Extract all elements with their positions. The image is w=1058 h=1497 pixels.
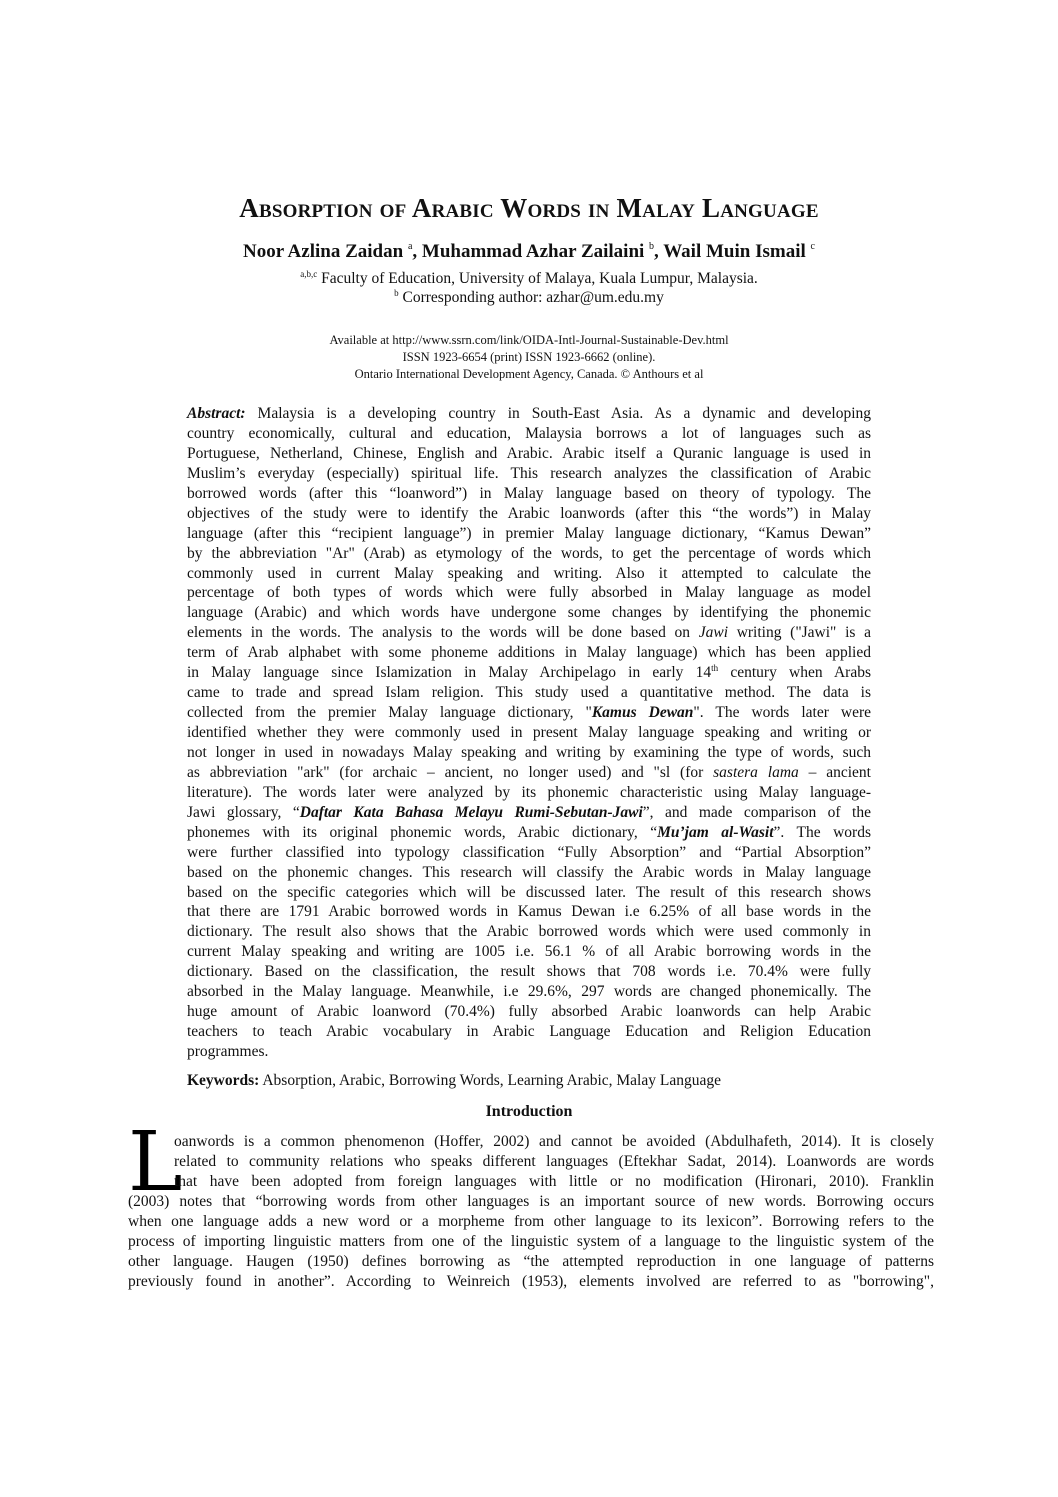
author-separator: , (654, 241, 664, 262)
introduction-line-text: other language. Haugen (1950) defines borrowing as “the attempted reproduction in one language of patterns (128, 1252, 934, 1270)
introduction-line (128, 1232, 934, 1252)
author-mark: b (649, 241, 655, 252)
abstract-line (187, 1042, 871, 1062)
abstract-line (187, 803, 871, 823)
abstract-line (187, 962, 871, 982)
introduction-line (128, 1152, 934, 1172)
publication-url: Available at http://www.ssrn.com/link/OIDA-Intl-Journal-Sustainable-Dev.html (329, 333, 729, 347)
abstract-line (187, 703, 871, 723)
abstract-line (187, 982, 871, 1002)
abstract-line-text: collected from the premier Malay language dictionary, "Kamus Dewan". The words later were (187, 704, 871, 722)
superscript: th (711, 663, 719, 674)
abstract-line-text: teachers to teach Arabic vocabulary in Arabic Language Education and Religion Education (187, 1023, 871, 1041)
abstract-line-text: programmes. (187, 1043, 269, 1060)
affiliation-text: Faculty of Education, University of Malaya, Kuala Lumpur, Malaysia. (317, 270, 758, 287)
affiliation (0, 269, 1058, 288)
introduction-line-text: oanwords is a common phenomenon (Hoffer, 2002) and cannot be avoided (Abdulhafeth, 2014). It is closely (174, 1133, 934, 1150)
abstract-line-text: that there are 1791 Arabic borrowed words in Kamus Dewan i.e 6.25% of all base words in the (187, 903, 871, 921)
italic-title: Mu’jam al-Wasit (657, 823, 774, 841)
abstract-line-text: literature). The words later were analyzed by its phonemic characteristic using Malay language- (187, 783, 871, 801)
italic-title: Daftar Kata Bahasa Melayu Rumi-Sebutan-Jawi (299, 803, 643, 821)
abstract-line (187, 663, 871, 683)
abstract-line-text: came to trade and spread Islam religion. This study used a quantitative method. The data is (187, 684, 871, 702)
abstract-line (187, 583, 871, 603)
paper-title: Absorption of Arabic Words in Malay Language (239, 193, 819, 223)
introduction-line (128, 1192, 934, 1212)
introduction-line-text: that have been adopted from foreign languages with little or no modification (Hironari, 2010). Franklin (174, 1172, 934, 1190)
abstract-line-text: percentage of both types of words which were fully absorbed in Malay language as model (187, 584, 871, 602)
abstract-line (187, 1002, 871, 1022)
italic-term: sastera lama (713, 763, 799, 781)
abstract-line-text: objectives of the study were to identify the Arabic loanwords (after this “the words”) in Malay (187, 504, 871, 522)
abstract (187, 404, 871, 1062)
abstract-line-text: were further classified into typology classification “Fully Absorption” and “Partial Absorption” (187, 843, 871, 861)
abstract-line (187, 643, 871, 663)
abstract-line (187, 464, 871, 484)
abstract-line (187, 424, 871, 444)
introduction-body (128, 1132, 934, 1292)
introduction-line (128, 1132, 934, 1152)
abstract-line (187, 823, 871, 843)
abstract-line (187, 902, 871, 922)
abstract-line-text: based on the specific categories which will be discussed later. The result of this research shows (187, 883, 871, 901)
section-heading-introduction: Introduction (485, 1103, 573, 1120)
abstract-line (187, 524, 871, 544)
abstract-line-text: dictionary. The result also shows that the Arabic borrowed words which were used commonly in (187, 923, 871, 941)
abstract-line (187, 863, 871, 883)
abstract-line-text: borrowed words (after this “loanword”) in Malay language based on theory of typology. The (187, 484, 871, 502)
keywords (187, 1072, 721, 1090)
abstract-line-text: elements in the words. The analysis to the words will be done based on Jawi writing ("Jawi" is a (187, 624, 871, 642)
author-name: Muhammad Azhar Zailaini (421, 241, 645, 262)
abstract-line (187, 942, 871, 962)
abstract-line-text: in Malay language since Islamization in Malay Archipelago in early 14th century when Arabs (187, 663, 871, 682)
abstract-line-text: Portuguese, Netherland, Chinese, English and Arabic. Arabic itself a Quranic language is used in (187, 444, 871, 462)
author-name: Noor Azlina Zaidan (243, 241, 404, 262)
introduction-line-text: process of importing linguistic matters from one of the linguistic system of a language to the linguistic system of the (128, 1232, 934, 1250)
abstract-line (187, 1022, 871, 1042)
abstract-line (187, 743, 871, 763)
abstract-line-text: Muslim’s everyday (especially) spiritual life. This research analyzes the classification of Arabic (187, 464, 871, 482)
italic-title: Kamus Dewan (591, 704, 694, 722)
publication-publisher: Ontario International Development Agency, Canada. © Anthours et al (354, 367, 704, 381)
abstract-label: Abstract: (187, 405, 246, 422)
abstract-line (187, 484, 871, 504)
introduction-line-text: when one language adds a new word or a morpheme from other language to its lexicon”. Borrowing refers to the (128, 1212, 934, 1230)
abstract-line (187, 783, 871, 803)
abstract-line-text: as abbreviation "ark" (for archaic – ancient, no longer used) and "sl (for sastera lama – ancient (187, 763, 871, 781)
abstract-line-text: huge amount of Arabic loanword (70.4%) fully absorbed Arabic loanwords can help Arabic (187, 1003, 871, 1021)
abstract-line-text: Abstract: Malaysia is a developing country in South-East Asia. As a dynamic and developing (187, 405, 871, 422)
corresponding-text: Corresponding author: azhar@um.edu.my (398, 289, 664, 306)
abstract-line-text: by the abbreviation "Ar" (Arab) as etymology of the words, to get the percentage of words which (187, 544, 871, 562)
abstract-line (187, 504, 871, 524)
introduction-line-text: (2003) notes that “borrowing words from other languages is an important source of new words. Borrowing occurs (128, 1192, 934, 1210)
abstract-line (187, 723, 871, 743)
author-separator: , (412, 241, 422, 262)
drop-cap: L (128, 1115, 183, 1210)
introduction-line (128, 1172, 934, 1192)
affiliation-marks: a,b,c (300, 269, 318, 279)
abstract-line-text: dictionary. Based on the classification, the result shows that 708 words i.e. 70.4% were fully (187, 963, 871, 981)
abstract-line-text: country economically, cultural and education, Malaysia borrows a lot of languages such as (187, 424, 871, 442)
introduction-line (128, 1272, 934, 1292)
corresponding-author (0, 288, 1058, 307)
keywords-text: Absorption, Arabic, Borrowing Words, Learning Arabic, Malay Language (259, 1072, 721, 1089)
abstract-line-text: identified whether they were commonly used in present Malay language speaking and writing or (187, 724, 871, 741)
abstract-line (187, 683, 871, 703)
italic-term: Jawi (698, 624, 729, 642)
abstract-line-text: current Malay speaking and writing are 1005 i.e. 56.1 % of all Arabic borrowing words in the (187, 943, 871, 961)
introduction-line (128, 1252, 934, 1272)
author-list (0, 241, 1058, 263)
author-mark: c (810, 241, 815, 252)
abstract-line-text: language (after this “recipient language”) in premier Malay language dictionary, “Kamus Dewan” (187, 524, 871, 542)
abstract-line (187, 603, 871, 623)
author-name: Wail Muin Ismail (663, 241, 806, 262)
introduction-line-text: previously found in another”. According to Weinreich (1953), elements involved are referred to as "borrowing", (128, 1272, 934, 1290)
abstract-line-text: phonemes with its original phonemic words, Arabic dictionary, “Mu’jam al-Wasit”. The words (187, 823, 871, 841)
introduction-line-text: related to community relations who speaks different languages (Eftekhar Sadat, 2014). Loanwords are words (174, 1152, 934, 1170)
abstract-line-text: absorbed in the Malay language. Meanwhile, i.e 29.6%, 297 words are changed phonemically. The (187, 983, 871, 1001)
abstract-line-text: commonly used in current Malay speaking and writing. Also it attempted to calculate the (187, 564, 871, 582)
abstract-line (187, 444, 871, 464)
abstract-line-text: based on the phonemic changes. This research will classify the Arabic words in Malay language (187, 863, 871, 881)
abstract-line-text: Jawi glossary, “Daftar Kata Bahasa Melayu Rumi-Sebutan-Jawi”, and made comparison of the (187, 803, 871, 821)
abstract-line (187, 404, 871, 424)
abstract-line-text: term of Arab alphabet with some phoneme additions in Malay language) which has been applied (187, 644, 871, 662)
abstract-line (187, 922, 871, 942)
author-mark: a (407, 241, 413, 252)
corresponding-mark: b (394, 288, 399, 298)
abstract-line-text: language (Arabic) and which words have undergone some changes by identifying the phonemic (187, 604, 871, 622)
abstract-line (187, 623, 871, 643)
keywords-label: Keywords: (187, 1072, 260, 1089)
abstract-line (187, 544, 871, 564)
abstract-line (187, 843, 871, 863)
abstract-line-text: not longer in used in nowadays Malay speaking and writing by examining the type of words, such (187, 743, 871, 761)
abstract-line (187, 763, 871, 783)
abstract-line (187, 883, 871, 903)
introduction-line (128, 1212, 934, 1232)
publication-issn: ISSN 1923-6654 (print) ISSN 1923-6662 (online). (402, 350, 656, 364)
abstract-line (187, 564, 871, 584)
